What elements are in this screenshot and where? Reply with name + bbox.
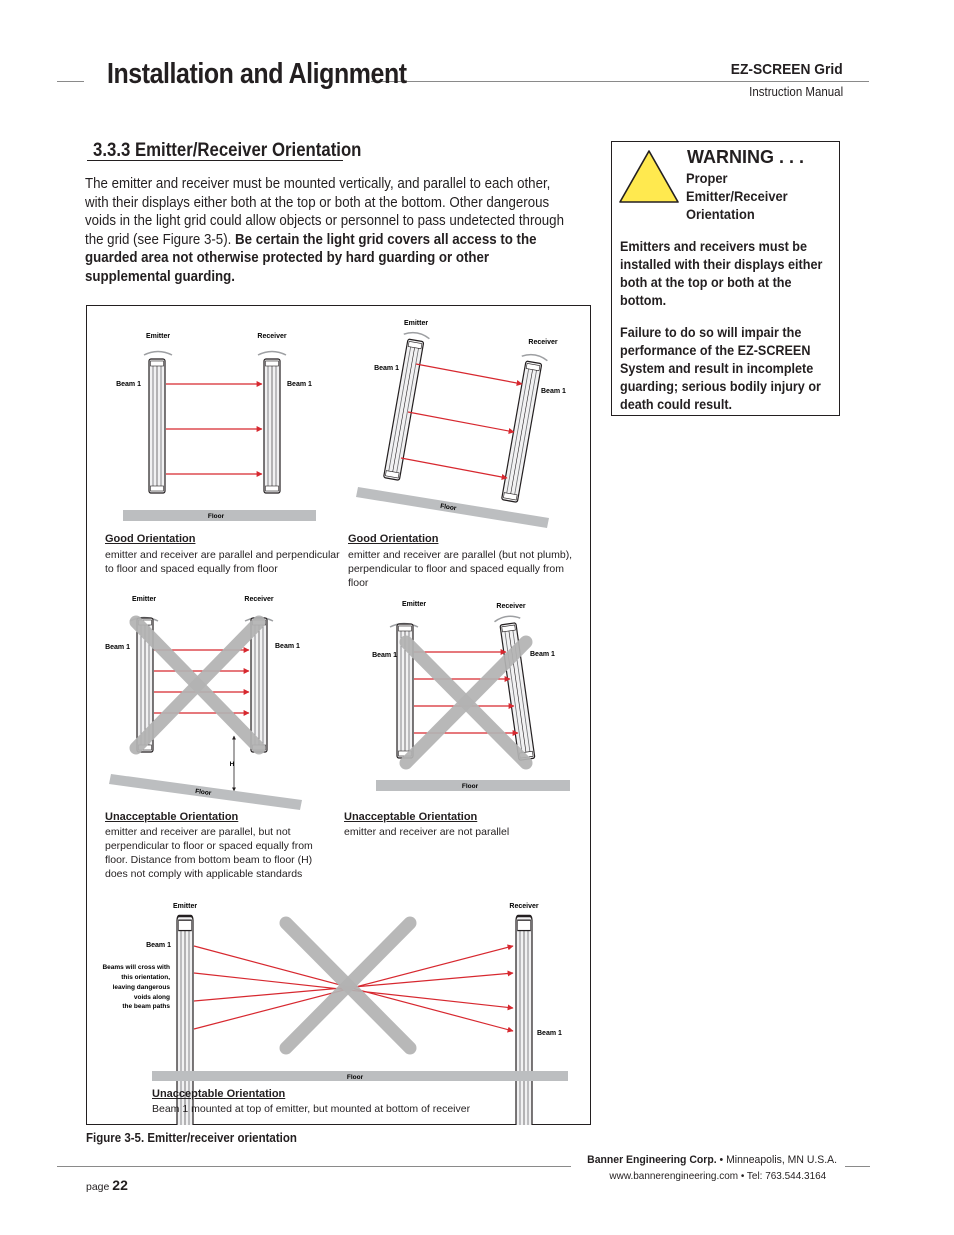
warning-text-1: Emitters and receivers must be installed with their displays either both at the top or both at the bottom. — [620, 238, 823, 308]
diagram-unacceptable-height — [105, 596, 302, 810]
emitter-label: Emitter — [131, 596, 157, 603]
warning-text-2: Failure to do so will impair the performance of the EZ-SCREEN System and result in incomplete guarding; serious bodily injury or death could result. — [620, 324, 821, 412]
emphasis-text: Be certain the light grid covers all access to the guarded area not otherwise protected by hard guarding or other supplemental guarding. — [85, 231, 537, 285]
svg-text:Beams will cross with: Beams will cross with — [102, 964, 170, 971]
diagram-1-desc: emitter and receiver are parallel and perpendicular to floor and spaced equally from floor — [105, 549, 340, 575]
product-name: EZ-SCREEN Grid — [731, 61, 843, 78]
diagram-1-title: Good Orientation — [105, 533, 196, 545]
emitter-label: Emitter — [403, 320, 429, 327]
manual-type: Instruction Manual — [749, 85, 843, 99]
receiver-label: Receiver — [528, 339, 558, 346]
beam1-label: Beam 1 — [374, 365, 399, 372]
footer-contact[interactable]: www.bannerengineering.com • Tel: 763.544.3164 — [609, 1170, 826, 1182]
section-heading: 3.3.3 Emitter/Receiver Orientation — [93, 139, 362, 161]
floor-label: Floor — [207, 513, 225, 520]
svg-text:the beam paths: the beam paths — [122, 1003, 170, 1010]
receiver-label: Receiver — [257, 333, 287, 340]
page-word: page — [86, 1181, 113, 1193]
beam1-label: Beam 1 — [530, 651, 555, 658]
warning-title: WARNING . . . — [687, 147, 804, 167]
diagram-2-desc: emitter and receiver are parallel (but not plumb), perpendicular to floor and spaced equally from floor — [348, 549, 573, 589]
page-title: Installation and Alignment — [107, 58, 407, 90]
warning-subtitle: Proper Emitter/Receiver Orientation — [686, 170, 788, 222]
beam1-label: Beam 1 — [537, 1030, 562, 1037]
diagram-good-tilted — [356, 320, 566, 528]
diagram-3-title: Unacceptable Orientation — [105, 811, 239, 823]
receiver-label: Receiver — [496, 603, 526, 610]
emitter-label: Emitter — [401, 601, 427, 608]
company-name: Banner Engineering Corp. — [587, 1154, 717, 1166]
diagram-5-title: Unacceptable Orientation — [152, 1088, 286, 1100]
beam1-label: Beam 1 — [116, 381, 141, 388]
figure-caption: Figure 3-5. Emitter/receiver orientation — [86, 1131, 297, 1145]
beam1-label: Beam 1 — [275, 643, 300, 650]
svg-text:this orientation,: this orientation, — [121, 974, 170, 981]
beam1-label: Beam 1 — [372, 652, 397, 659]
cross-note — [102, 964, 170, 1010]
page-label — [86, 1177, 128, 1193]
diagram-2-title: Good Orientation — [348, 533, 439, 545]
body-paragraph — [85, 175, 569, 287]
figure-diagrams — [86, 305, 591, 1125]
beam1-label: Beam 1 — [146, 942, 171, 949]
header-rule-left — [57, 81, 84, 82]
receiver-label: Receiver — [244, 596, 274, 603]
company-location: • Minneapolis, MN U.S.A. — [716, 1154, 837, 1166]
header-rule-right — [371, 81, 869, 82]
floor-label: Floor — [194, 787, 212, 798]
floor-label: Floor — [461, 783, 479, 790]
beam1-label: Beam 1 — [287, 381, 312, 388]
emitter-label: Emitter — [145, 333, 171, 340]
footer-company — [587, 1154, 837, 1166]
svg-text:leaving dangerous: leaving dangerous — [112, 984, 170, 991]
floor-label: Floor — [439, 502, 457, 513]
diagram-3-desc: emitter and receiver are parallel, but not perpendicular to floor or spaced equally from floor. Distance from bottom beam to floor (H) does not comply with applicable standards — [105, 826, 313, 880]
beam1-label: Beam 1 — [541, 388, 566, 395]
receiver-label: Receiver — [509, 903, 539, 910]
diagram-unacceptable-not-parallel — [372, 601, 570, 791]
height-label: H — [229, 761, 235, 768]
diagram-4-title: Unacceptable Orientation — [344, 811, 478, 823]
intro-text: The emitter and receiver must be mounted vertically, and parallel to each other, with their displays either both at the top or both at the bottom. Other dangerous voids in the light grid could allow objects or personnel to pass undetected through the grid (see Figure 3-5). — [85, 176, 564, 248]
section-heading-rule — [87, 160, 343, 161]
diagram-4-desc: emitter and receiver are not parallel — [344, 826, 510, 838]
footer-rule-left — [57, 1166, 571, 1167]
diagram-5-desc: Beam 1 mounted at top of emitter, but mounted at bottom of receiver — [152, 1103, 471, 1115]
emitter-label: Emitter — [172, 903, 198, 910]
footer-rule-right — [845, 1166, 870, 1167]
floor-label: Floor — [346, 1074, 364, 1081]
beam1-label: Beam 1 — [105, 644, 130, 651]
svg-text:voids along: voids along — [133, 994, 170, 1001]
diagram-good-vertical — [116, 333, 316, 521]
warning-triangle-icon — [618, 149, 680, 204]
page-number: 22 — [112, 1177, 128, 1193]
